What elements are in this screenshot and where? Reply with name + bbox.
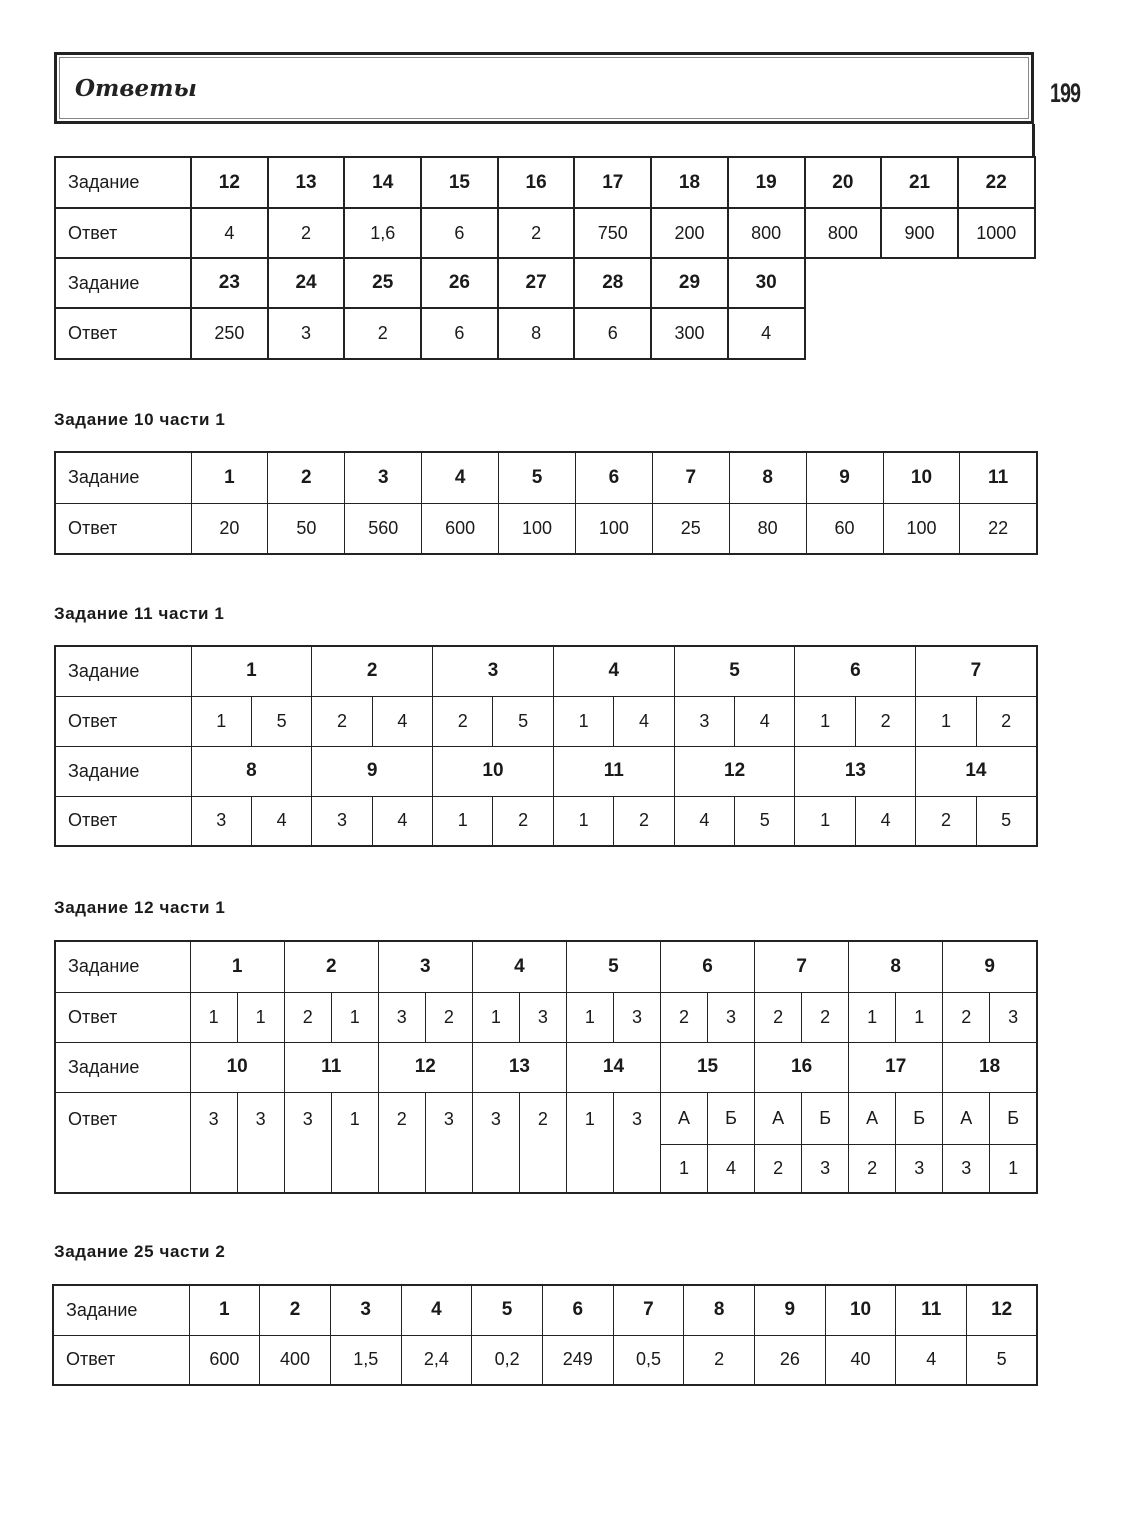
task-number-cell: 23 [191,258,268,308]
answer-cell: 3 [425,1092,472,1193]
task-number-cell: 28 [574,258,651,308]
answer-cell: 0,5 [613,1335,684,1385]
row-label-task: Задание [55,258,191,308]
task-number-cell: 5 [499,452,576,503]
answer-cell: 4 [251,796,311,846]
answer-cell: 2 [976,696,1036,746]
task-number-cell: 30 [728,258,805,308]
answer-cell: 2,4 [401,1335,472,1385]
task-number-cell: 9 [806,452,883,503]
answer-cell: 3 [674,696,734,746]
answer-cell: 5 [967,1335,1038,1385]
answer-cell: 1 [661,1144,708,1193]
task-number-cell: 9 [943,941,1037,992]
row-label-task: Задание [55,1042,190,1092]
answer-cell: 3 [802,1144,849,1193]
answer-cell: 1 [553,796,613,846]
task-number-cell: 20 [805,157,882,208]
answer-cell: 560 [345,503,422,554]
answer-cell: 3 [613,1092,660,1193]
row-label-task: Задание [55,646,191,696]
letter-cell: А [661,1092,708,1144]
task-number-cell: 3 [345,452,422,503]
answer-cell: 22 [960,503,1037,554]
task-number-cell: 19 [728,157,805,208]
answer-cell: 3 [237,1092,284,1193]
task-number-cell: 11 [960,452,1037,503]
answer-cell: 4 [191,208,268,258]
row-label-answer: Ответ [55,992,190,1042]
answer-cell: 249 [542,1335,613,1385]
answer-cell: 400 [260,1335,331,1385]
task-number-cell: 18 [943,1042,1037,1092]
task-number-cell: 5 [674,646,795,696]
answer-cell: 2 [661,992,708,1042]
section-title-11: Задание 11 части 1 [54,604,225,623]
task-number-cell: 16 [498,157,575,208]
task-number-cell: 1 [190,941,284,992]
task-number-cell: 22 [958,157,1035,208]
answer-cell: 1 [331,1092,378,1193]
answer-cell: 3 [284,1092,331,1193]
task-number-cell: 5 [472,1285,543,1335]
answer-cell: 5 [735,796,795,846]
task-number-cell: 29 [651,258,728,308]
task-number-cell: 2 [268,452,345,503]
task-number-cell: 7 [755,941,849,992]
task-number-cell: 18 [651,157,728,208]
task-number-cell: 3 [330,1285,401,1335]
answer-cell: 3 [190,1092,237,1193]
row-label-task: Задание [55,157,191,208]
task-number-cell: 26 [421,258,498,308]
table-row-tasks [53,1285,1037,1335]
answer-cell: 1 [190,992,237,1042]
answer-cell: 1 [990,1144,1037,1193]
letter-cell: Б [896,1092,943,1144]
task-number-cell: 16 [755,1042,849,1092]
row-label-answer: Ответ [55,503,191,554]
table-row-tasks [55,646,1037,696]
task-number-cell: 6 [661,941,755,992]
answer-cell: 3 [312,796,372,846]
task-number-cell: 21 [881,157,958,208]
empty-area [805,258,1035,359]
task-number-cell: 25 [344,258,421,308]
answer-cell: 1 [566,1092,613,1193]
row-label-answer: Ответ [55,208,191,258]
answer-cell: 2 [916,796,976,846]
task-number-cell: 11 [896,1285,967,1335]
table-row-tasks [55,258,1035,308]
answer-cell: 2 [755,1144,802,1193]
task-number-cell: 6 [542,1285,613,1335]
answers-table-task10 [54,451,1038,555]
answer-cell: 1 [849,992,896,1042]
row-label-answer: Ответ [55,308,191,359]
answer-cell: 300 [651,308,728,359]
answers-table-task11 [54,645,1038,847]
task-number-cell: 7 [916,646,1037,696]
answer-cell: 8 [498,308,575,359]
task-number-cell: 4 [401,1285,472,1335]
answer-cell: 2 [943,992,990,1042]
answer-cell: 3 [896,1144,943,1193]
answer-cell: 600 [189,1335,260,1385]
letter-cell: Б [708,1092,755,1144]
answer-cell: 3 [191,796,251,846]
answer-cell: 2 [284,992,331,1042]
answer-cell: 3 [708,992,755,1042]
task-number-cell: 9 [755,1285,826,1335]
answer-cell: 3 [472,1092,519,1193]
answer-cell: 2 [614,796,674,846]
answer-cell: 5 [251,696,311,746]
table-row-tasks [55,1042,1037,1092]
answer-cell: 80 [729,503,806,554]
answer-cell: 3 [613,992,660,1042]
answer-cell: 60 [806,503,883,554]
answer-cell: 2 [684,1335,755,1385]
task-number-cell: 14 [916,746,1037,796]
table-row-answers [55,1092,1037,1144]
table-row-answers [53,1335,1037,1385]
task-number-cell: 13 [795,746,916,796]
task-number-cell: 8 [849,941,943,992]
answer-cell: 100 [883,503,960,554]
answer-cell: 25 [652,503,729,554]
answer-cell: 2 [344,308,421,359]
answer-cell: 1 [566,992,613,1042]
table-row-answers [55,503,1037,554]
task-number-cell: 10 [883,452,960,503]
row-label-task: Задание [55,941,190,992]
task-number-cell: 15 [661,1042,755,1092]
task-number-cell: 17 [849,1042,943,1092]
task-number-cell: 12 [967,1285,1038,1335]
row-label-task: Задание [55,746,191,796]
answer-cell: 1 [433,796,493,846]
table-row-answers [55,796,1037,846]
answer-cell: 3 [943,1144,990,1193]
answer-cell: 2 [849,1144,896,1193]
answer-cell: 1 [795,696,855,746]
answer-cell: 1 [331,992,378,1042]
task-number-cell: 8 [684,1285,755,1335]
answer-cell: 6 [421,208,498,258]
task-number-cell: 15 [421,157,498,208]
header-divider [1032,124,1035,156]
answer-cell: 1 [916,696,976,746]
task-number-cell: 12 [674,746,795,796]
task-number-cell: 3 [433,646,554,696]
answer-cell: 2 [493,796,553,846]
task-number-cell: 12 [378,1042,472,1092]
task-number-cell: 2 [284,941,378,992]
answer-cell: 250 [191,308,268,359]
task-number-cell: 8 [729,452,806,503]
answer-cell: 200 [651,208,728,258]
row-label-answer: Ответ [55,696,191,746]
answer-cell: 4 [372,696,432,746]
answer-cell: 2 [268,208,345,258]
section-title-25: Задание 25 части 2 [54,1242,226,1261]
row-label-task: Задание [55,452,191,503]
task-number-cell: 9 [312,746,433,796]
page-number: 199 [1050,78,1081,108]
task-number-cell: 14 [566,1042,660,1092]
task-number-cell: 13 [472,1042,566,1092]
task-number-cell: 10 [433,746,554,796]
answer-cell: 1 [472,992,519,1042]
answer-cell: 2 [312,696,372,746]
answer-cell: 100 [499,503,576,554]
answer-cell: 4 [372,796,432,846]
table-row-tasks [55,157,1035,208]
answer-cell: 1000 [958,208,1035,258]
answer-cell: 3 [990,992,1037,1042]
answer-cell: 1,5 [330,1335,401,1385]
task-number-cell: 2 [312,646,433,696]
answer-cell: 1 [553,696,613,746]
task-number-cell: 3 [378,941,472,992]
answer-cell: 3 [268,308,345,359]
answer-cell: 40 [825,1335,896,1385]
answer-cell: 20 [191,503,268,554]
answer-cell: 100 [575,503,652,554]
answer-cell: 1 [896,992,943,1042]
section-title-10: Задание 10 части 1 [54,410,226,429]
task-number-cell: 8 [191,746,312,796]
answer-cell: 4 [708,1144,755,1193]
answer-cell: 1 [237,992,284,1042]
task-number-cell: 7 [652,452,729,503]
answer-cell: 2 [519,1092,566,1193]
answer-cell: 750 [574,208,651,258]
task-number-cell: 13 [268,157,345,208]
letter-cell: А [755,1092,802,1144]
task-number-cell: 1 [191,646,312,696]
table-row-tasks [55,746,1037,796]
answer-cell: 3 [378,992,425,1042]
table-row-answers [55,696,1037,746]
task-number-cell: 10 [825,1285,896,1335]
answer-cell: 4 [855,796,915,846]
header-box [54,52,1034,124]
answer-cell: 4 [728,308,805,359]
answer-cell: 800 [805,208,882,258]
task-number-cell: 12 [191,157,268,208]
answer-cell: 4 [896,1335,967,1385]
answer-cell: 2 [498,208,575,258]
answer-cell: 1 [795,796,855,846]
answer-cell: 2 [855,696,915,746]
answer-cell: 2 [755,992,802,1042]
answer-cell: 6 [421,308,498,359]
table-row-tasks [55,941,1037,992]
answer-cell: 4 [674,796,734,846]
answer-cell: 26 [755,1335,826,1385]
task-number-cell: 7 [613,1285,684,1335]
answer-cell: 0,2 [472,1335,543,1385]
task-number-cell: 14 [344,157,421,208]
answer-cell: 4 [735,696,795,746]
task-number-cell: 11 [553,746,674,796]
task-number-cell: 6 [795,646,916,696]
answer-cell: 4 [614,696,674,746]
answer-cell: 50 [268,503,345,554]
task-number-cell: 10 [190,1042,284,1092]
task-number-cell: 4 [553,646,674,696]
answer-cell: 3 [519,992,566,1042]
task-number-cell: 1 [189,1285,260,1335]
task-number-cell: 4 [422,452,499,503]
answer-cell: 2 [425,992,472,1042]
answer-cell: 5 [493,696,553,746]
table-row-tasks [55,452,1037,503]
letter-cell: Б [802,1092,849,1144]
answers-table-task25 [52,1284,1038,1386]
task-number-cell: 11 [284,1042,378,1092]
task-number-cell: 4 [472,941,566,992]
task-number-cell: 6 [575,452,652,503]
answer-cell: 900 [881,208,958,258]
answers-table-main [54,156,1036,360]
answers-table-task12 [54,940,1038,1194]
section-title-12: Задание 12 части 1 [54,898,226,917]
letter-cell: Б [990,1092,1037,1144]
task-number-cell: 17 [574,157,651,208]
table-row-answers [55,208,1035,258]
letter-cell: А [943,1092,990,1144]
row-label-answer: Ответ [55,1092,190,1193]
answer-cell: 2 [802,992,849,1042]
row-label-answer: Ответ [55,796,191,846]
task-number-cell: 24 [268,258,345,308]
answer-cell: 1,6 [344,208,421,258]
table-row-answers [55,992,1037,1042]
answer-cell: 2 [378,1092,425,1193]
row-label-answer: Ответ [53,1335,189,1385]
task-number-cell: 2 [260,1285,331,1335]
letter-cell: А [849,1092,896,1144]
answer-cell: 5 [976,796,1036,846]
answer-cell: 800 [728,208,805,258]
answer-cell: 1 [191,696,251,746]
row-label-task: Задание [53,1285,189,1335]
answer-cell: 6 [574,308,651,359]
task-number-cell: 1 [191,452,268,503]
answer-cell: 600 [422,503,499,554]
task-number-cell: 27 [498,258,575,308]
task-number-cell: 5 [566,941,660,992]
page-title: Ответы [75,75,197,102]
answer-cell: 2 [433,696,493,746]
